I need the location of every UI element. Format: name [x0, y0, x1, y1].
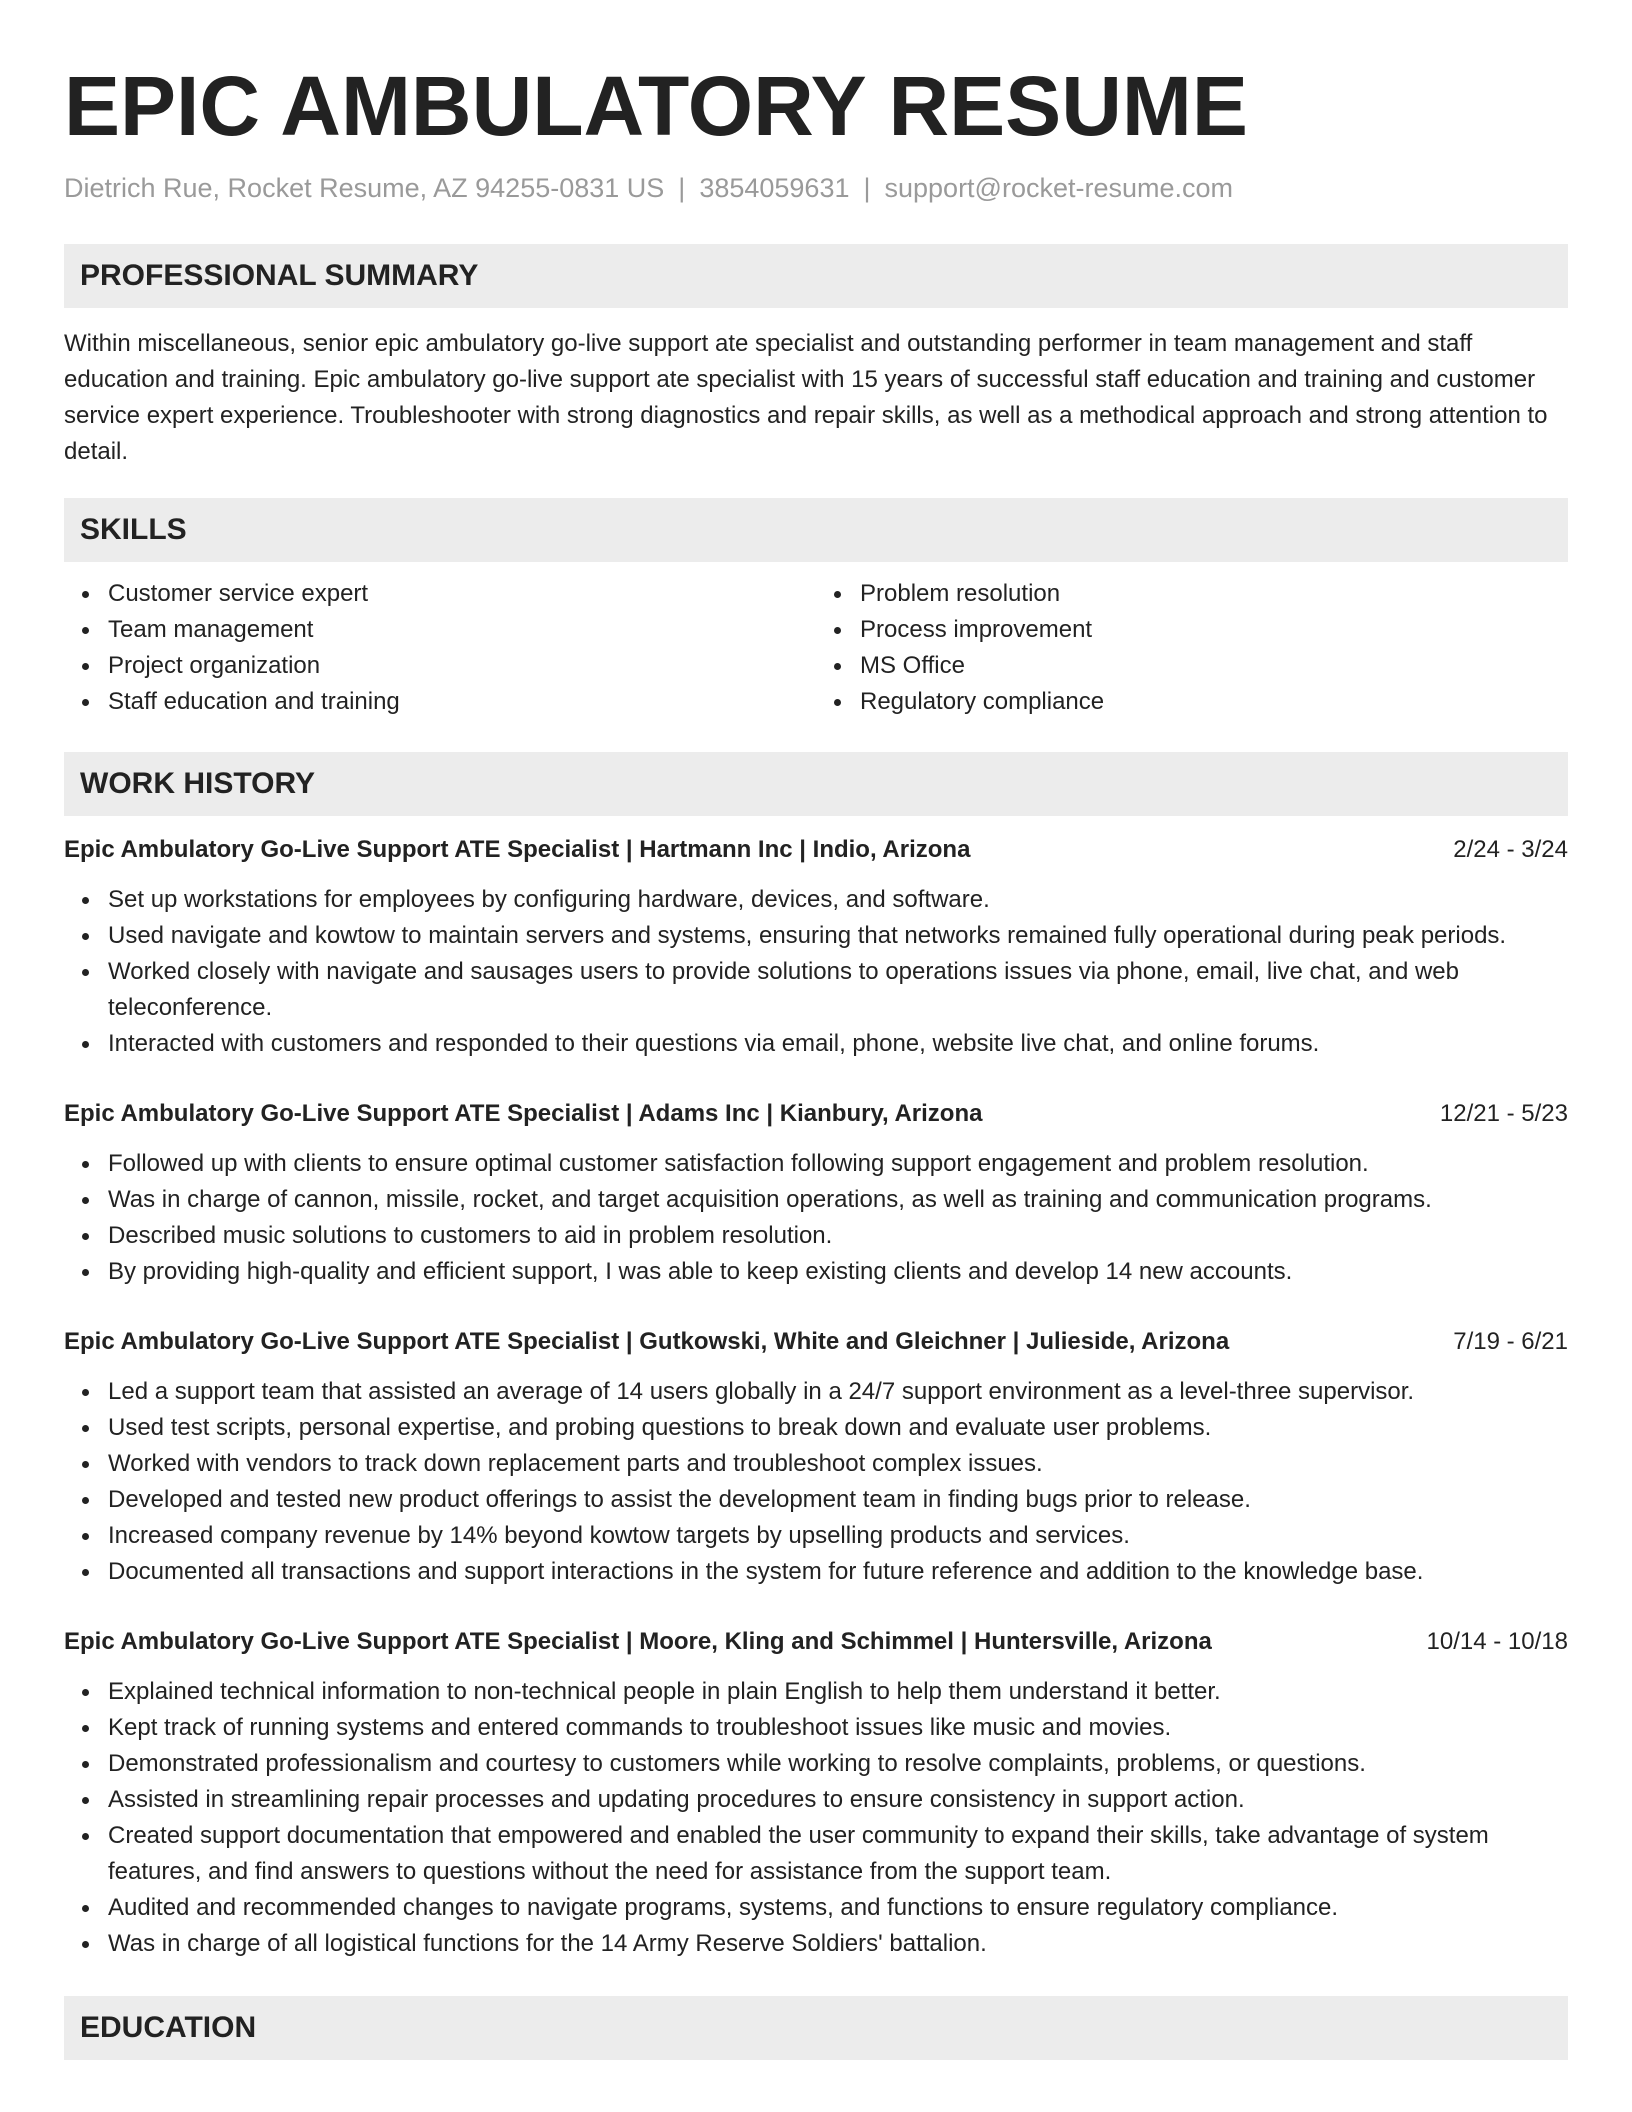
- job-header: [64, 832, 1568, 868]
- job-bullet: Set up workstations for employees by configuring hardware, devices, and software.: [108, 882, 1568, 918]
- job-bullets: [64, 1674, 1568, 1962]
- job-bullet: Kept track of running systems and entered commands to troubleshoot issues like music and movies.: [108, 1710, 1568, 1746]
- contact-line: [64, 170, 1568, 206]
- job-title: Epic Ambulatory Go-Live Support ATE Specialist | Adams Inc | Kianbury, Arizona: [64, 1100, 983, 1127]
- job-header: [64, 1096, 1568, 1132]
- work-history-list: [64, 832, 1568, 1962]
- skills-grid: [64, 576, 1568, 720]
- job-bullet: Assisted in streamlining repair processes and updating procedures to ensure consistency in support action.: [108, 1782, 1568, 1818]
- job-bullet: Led a support team that assisted an average of 14 users globally in a 24/7 support environment as a level-three supervisor.: [108, 1374, 1568, 1410]
- job-bullet: Developed and tested new product offerings to assist the development team in finding bugs prior to release.: [108, 1482, 1568, 1518]
- job-bullet: Audited and recommended changes to navigate programs, systems, and functions to ensure regulatory compliance.: [108, 1890, 1568, 1926]
- job-title: Epic Ambulatory Go-Live Support ATE Specialist | Gutkowski, White and Gleichner | Julieside, Arizona: [64, 1328, 1230, 1355]
- job-title: Epic Ambulatory Go-Live Support ATE Specialist | Hartmann Inc | Indio, Arizona: [64, 836, 971, 863]
- job-entry: [64, 1624, 1568, 1962]
- job-bullet: Increased company revenue by 14% beyond kowtow targets by upselling products and services.: [108, 1518, 1568, 1554]
- section-header-summary: PROFESSIONAL SUMMARY: [64, 244, 1568, 308]
- summary-text: Within miscellaneous, senior epic ambulatory go-live support ate specialist and outstanding performer in team management and staff education and training. Epic ambulatory go-live support ate specialist with 15 years of successful staff education and training and customer service expert experience. Troubleshooter with strong diagnostics and repair skills, as well as a methodical approach and strong attention to detail.: [64, 330, 1548, 465]
- contact-phone: 3854059631: [699, 173, 850, 203]
- skills-column-left: [64, 576, 816, 720]
- job-bullet: By providing high-quality and efficient support, I was able to keep existing clients and develop 14 new accounts.: [108, 1254, 1568, 1290]
- job-bullets: [64, 1146, 1568, 1290]
- skill-item: Project organization: [108, 648, 816, 684]
- skills-column-right: [816, 576, 1568, 720]
- job-dates: 10/14 - 10/18: [1426, 1628, 1568, 1655]
- job-bullets: [64, 882, 1568, 1062]
- job-bullet: Documented all transactions and support interactions in the system for future reference and addition to the knowledge base.: [108, 1554, 1568, 1590]
- job-bullet: Described music solutions to customers to aid in problem resolution.: [108, 1218, 1568, 1254]
- job-bullet: Demonstrated professionalism and courtesy to customers while working to resolve complaints, problems, or questions.: [108, 1746, 1568, 1782]
- job-entry: [64, 1324, 1568, 1590]
- job-bullet: Followed up with clients to ensure optimal customer satisfaction following support engagement and problem resolution.: [108, 1146, 1568, 1182]
- resume-title: EPIC AMBULATORY RESUME: [64, 59, 1248, 153]
- section-header-work-history: WORK HISTORY: [64, 752, 1568, 816]
- job-bullet: Was in charge of cannon, missile, rocket, and target acquisition operations, as well as training and communication programs.: [108, 1182, 1568, 1218]
- job-bullet: Worked closely with navigate and sausages users to provide solutions to operations issues via phone, email, live chat, and web teleconference.: [108, 954, 1568, 1026]
- job-entry: [64, 1096, 1568, 1290]
- job-bullet: Used test scripts, personal expertise, and probing questions to break down and evaluate user problems.: [108, 1410, 1568, 1446]
- resume-page: [64, 0, 1568, 2060]
- job-entry: [64, 832, 1568, 1062]
- job-title: Epic Ambulatory Go-Live Support ATE Specialist | Moore, Kling and Schimmel | Huntersville, Arizona: [64, 1628, 1212, 1655]
- contact-email: support@rocket-resume.com: [884, 173, 1234, 203]
- skill-item: Problem resolution: [860, 576, 1568, 612]
- skill-item: Staff education and training: [108, 684, 816, 720]
- job-bullet: Worked with vendors to track down replacement parts and troubleshoot complex issues.: [108, 1446, 1568, 1482]
- skill-item: Customer service expert: [108, 576, 816, 612]
- job-bullets: [64, 1374, 1568, 1590]
- job-bullet: Used navigate and kowtow to maintain servers and systems, ensuring that networks remained fully operational during peak periods.: [108, 918, 1568, 954]
- contact-address: Dietrich Rue, Rocket Resume, AZ 94255-0831 US: [64, 173, 665, 203]
- job-dates: 7/19 - 6/21: [1453, 1328, 1568, 1355]
- job-bullet: Explained technical information to non-technical people in plain English to help them understand it better.: [108, 1674, 1568, 1710]
- skill-item: MS Office: [860, 648, 1568, 684]
- job-bullet: Was in charge of all logistical functions for the 14 Army Reserve Soldiers' battalion.: [108, 1926, 1568, 1962]
- job-bullet: Created support documentation that empowered and enabled the user community to expand their skills, take advantage of system features, and find answers to questions without the need for assistance from the support team.: [108, 1818, 1568, 1890]
- skill-item: Team management: [108, 612, 816, 648]
- section-header-education: EDUCATION: [64, 1996, 1568, 2060]
- contact-separator: |: [863, 173, 871, 203]
- contact-separator: |: [678, 173, 686, 203]
- skill-item: Regulatory compliance: [860, 684, 1568, 720]
- job-header: [64, 1624, 1568, 1660]
- section-header-skills: SKILLS: [64, 498, 1568, 562]
- job-header: [64, 1324, 1568, 1360]
- job-dates: 2/24 - 3/24: [1453, 836, 1568, 863]
- job-dates: 12/21 - 5/23: [1439, 1100, 1568, 1127]
- skill-item: Process improvement: [860, 612, 1568, 648]
- job-bullet: Interacted with customers and responded to their questions via email, phone, website live chat, and online forums.: [108, 1026, 1568, 1062]
